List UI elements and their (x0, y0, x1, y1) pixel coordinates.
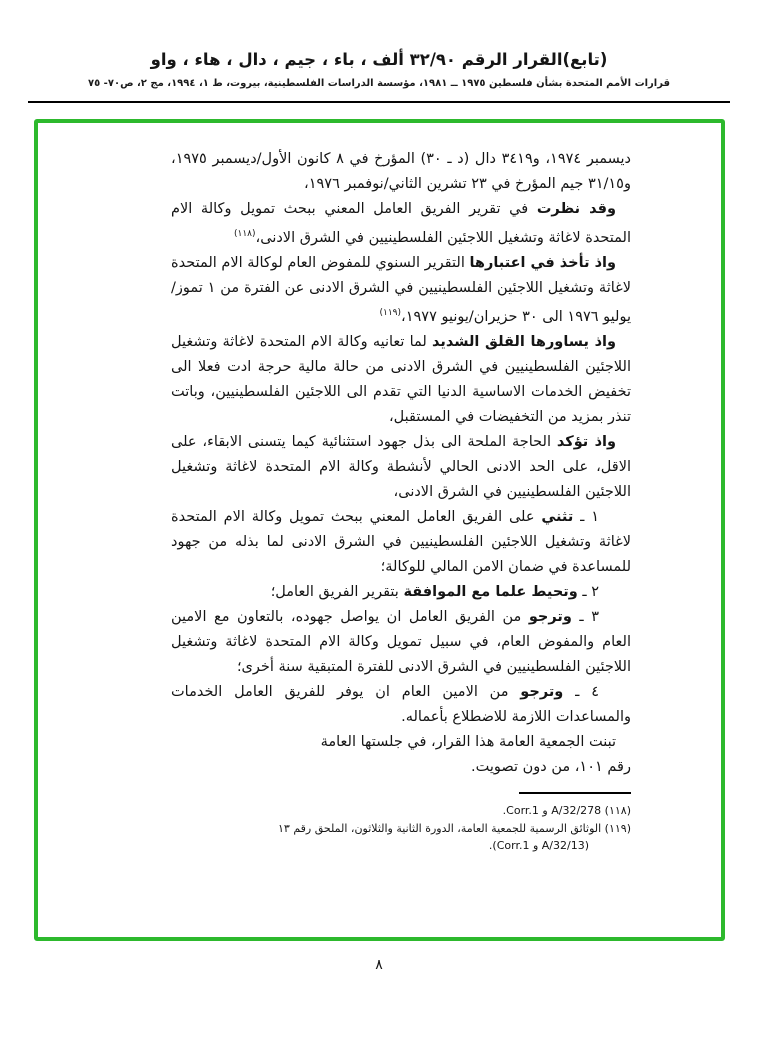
footnote-119-label: (١١٩) (604, 821, 631, 835)
paragraph-lead: واذ تؤكد (556, 434, 616, 450)
resolution-title: (تابع)القرار الرقم ٣٢/٩٠ ألف ، باء ، جيم ، دال ، هاء ، واو (150, 50, 608, 69)
page-header (0, 0, 758, 103)
preamble-paragraph-4 (171, 430, 631, 505)
paragraph-lead: وترجو (528, 609, 572, 625)
paragraph-text: التقرير السنوي للمفوض العام لوكالة الام المتحدة لاغاثة وتشغيل اللاجئين الفلسطينيين في الشرق الادنى عن الفترة من ١ تموز/يوليو ١٩٧٦ الى ٣٠ حزيران/يونيو ١٩٧٧، (171, 255, 631, 325)
paragraph-lead: واذ تأخذ في اعتبارها (469, 255, 617, 271)
resolution-body (171, 147, 631, 855)
operative-paragraph-4 (171, 680, 631, 730)
item-number: ٤ ـ (563, 684, 599, 700)
footnote-118 (171, 802, 631, 820)
preamble-paragraph-3 (171, 330, 631, 430)
source-citation: قرارات الأمم المتحدة بشأن فلسطين ١٩٧٥ ــ ١٩٨١، مؤسسة الدراسات الفلسطينية، بيروت، ط ١، ١٩٩٤، مج ٢، ص٧٠- ٧٥ (87, 78, 670, 89)
highlight-frame (34, 119, 725, 941)
footnotes (171, 792, 631, 855)
operative-paragraph-2 (171, 580, 631, 605)
footnote-ref-119: (١١٩) (379, 308, 402, 318)
paragraph-lead: وترجو (520, 684, 564, 700)
paragraph-text: من الامين العام ان يوفر للفريق العامل الخدمات والمساعدات اللازمة للاضطلاع بأعماله. (171, 684, 631, 725)
paragraph-lead: واذ يساورها القلق الشديد (432, 334, 616, 350)
page-number: ٨ (375, 957, 383, 973)
preamble-paragraph-1 (171, 197, 631, 251)
footnote-divider (519, 792, 631, 794)
footnote-119-continuation: (A/32/13 و Corr.1). (488, 839, 589, 852)
paragraph-text: على الفريق العامل المعني ببحث تمويل وكالة الام المتحدة لاغاثة وتشغيل اللاجئين الفلسطينيين في الشرق الادنى لما بذله من جهود للمساعدة في ضمان الامن المالي للوكالة؛ (171, 509, 631, 575)
paragraph-text: تبنت الجمعية العامة هذا القرار، في جلستها العامة رقم ١٠١، من دون تصويت. (320, 734, 631, 775)
footnote-119 (171, 820, 631, 838)
operative-paragraph-3 (171, 605, 631, 680)
paragraph-text: من الفريق العامل ان يواصل جهوده، بالتعاون مع الامين العام والمفوض العام، في سبيل تمويل وكالة الام المتحدة لاغاثة وتشغيل اللاجئين الفلسطينيين في الشرق الادنى للفترة المتبقية سنة أخرى؛ (171, 609, 631, 675)
footnote-119-text: الوثائق الرسمية للجمعية العامة، الدورة الثانية والثلاثون، الملحق رقم ١٣ (278, 821, 602, 835)
paragraph-text: في تقرير الفريق العامل المعني ببحث تمويل وكالة الام المتحدة لاغاثة وتشغيل اللاجئين الفلسطينيين في الشرق الادنى، (171, 201, 631, 246)
adoption-note (301, 730, 631, 780)
item-number: ٣ ـ (571, 609, 599, 625)
paragraph-lead: تثني (541, 509, 574, 525)
preamble-paragraph-2 (171, 251, 631, 330)
paragraph-text: ديسمبر ١٩٧٤، و٣٤١٩ دال (د ـ ٣٠) المؤرخ في ٨ كانون الأول/ديسمبر ١٩٧٥، و٣١/١٥ جيم المؤرخ في ٢٣ تشرين الثاني/نوفمبر ١٩٧٦، (171, 151, 632, 192)
footnote-118-label: (١١٨) (604, 804, 631, 817)
footnote-118-text: A/32/278 و Corr.1. (502, 804, 602, 817)
paragraph-continuation (171, 147, 631, 197)
footnote-ref-118: (١١٨) (234, 229, 256, 239)
paragraph-text: لما تعانيه وكالة الام المتحدة لاغاثة وتشغيل اللاجئين الفلسطينيين في الشرق الادنى من حالة مالية حرجة ادت فعلا الى تخفيض الخدمات الاساسية الدنيا التي تقدم الى اللاجئين الفلسطينيين، وباتت تنذر بمزيد من التخفيضات في المستقبل، (171, 334, 631, 425)
operative-paragraph-1 (171, 505, 631, 580)
paragraph-lead: وتحيط علما مع الموافقة (403, 584, 578, 600)
item-number: ٢ ـ (577, 584, 599, 600)
header-divider (28, 101, 730, 103)
paragraph-lead: وقد نظرت (536, 201, 616, 217)
paragraph-text: الحاجة الملحة الى بذل جهود استثنائية كيما يتسنى الابقاء، على الاقل، على الحد الادنى الحالي لأنشطة وكالة الام المتحدة لاغاثة وتشغيل اللاجئين الفلسطينيين في الشرق الادنى، (171, 434, 631, 500)
paragraph-text: بتقرير الفريق العامل؛ (270, 584, 404, 600)
item-number: ١ ـ (573, 509, 600, 525)
